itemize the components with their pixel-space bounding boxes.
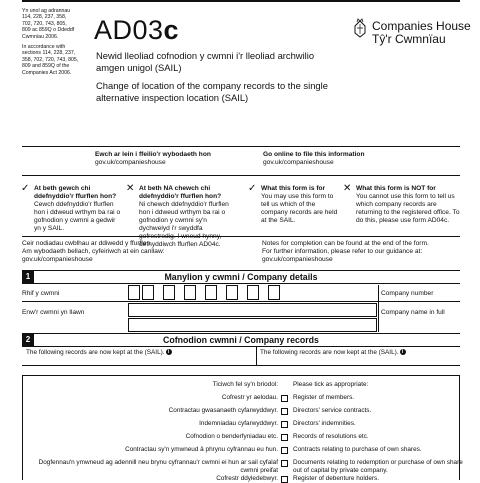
record-english: Register of debenture holders. — [293, 475, 379, 482]
online-welsh-heading: Ewch ar lein i ffeilio'r wybodaeth hon — [95, 151, 211, 158]
top-rule — [22, 0, 460, 2]
online-english — [263, 151, 364, 167]
company-number-digit[interactable] — [226, 285, 238, 300]
divider — [22, 301, 460, 302]
section-title: Cofnodion cwmni / Company records — [163, 335, 319, 345]
record-english: Directors' service contracts. — [293, 407, 372, 414]
record-welsh: Cofrestr ddyledebwyr. — [216, 475, 278, 482]
record-english: Records of resolutions etc. — [293, 433, 369, 440]
online-welsh — [95, 151, 211, 167]
divider — [22, 236, 460, 237]
column-heading: At beth gewch chi ddefnyddio'r ffurflen hon? — [34, 185, 117, 200]
cross-icon: ✕ — [126, 183, 135, 194]
record-checkbox[interactable] — [281, 408, 288, 415]
tick-icon: ✓ — [21, 183, 30, 194]
section-2-note-right — [260, 349, 406, 356]
record-checkbox[interactable] — [281, 395, 288, 402]
company-number-digit[interactable] — [205, 285, 217, 300]
column-divider — [378, 285, 379, 332]
section-2-note-left — [26, 349, 172, 356]
company-number-label-welsh: Rhif y cwmni — [22, 290, 60, 297]
legal-basis — [22, 8, 92, 76]
form-title-welsh: Newid lleoliad cofnodion y cwmni i'r lleoliad archwilio amgen unigol (SAIL) — [96, 50, 315, 73]
record-welsh: Dogfennau'n ymwneud ag adennill neu brynu cyfrannau'r cwmni ei hun ar sail cyfalaf cwmni preifat — [38, 459, 278, 474]
info-column-not-use-english — [343, 183, 460, 225]
divider — [22, 146, 460, 147]
royal-crest-icon — [352, 18, 368, 38]
record-checkbox[interactable] — [281, 421, 288, 428]
form-code-suffix: c — [163, 15, 180, 45]
record-welsh: Cofrestr yr aelodau. — [221, 394, 278, 401]
divider — [22, 270, 460, 271]
company-number-digit[interactable] — [268, 285, 280, 300]
section-2-notes — [22, 346, 460, 366]
record-english: Directors' indemnities. — [293, 420, 356, 427]
company-number-digit[interactable] — [128, 285, 140, 300]
company-name-label-english: Company name in full — [381, 309, 445, 316]
divider — [22, 333, 460, 334]
record-checkbox[interactable] — [281, 434, 288, 441]
cross-icon: ✕ — [343, 183, 352, 194]
legal-basis-welsh: Yn unol ag adrannau 114, 228, 237, 358, 702, 720, 743, 805, 809 ac 859Q o Ddeddf Cwmnïau 2006. — [22, 8, 75, 40]
info-column-use-english — [248, 183, 343, 225]
company-name-label-welsh: Enw'r cwmni yn llawn — [22, 309, 85, 316]
record-checkbox[interactable] — [281, 447, 288, 454]
info-icon: i — [166, 349, 172, 355]
section-2-note-left-text: The following records are now kept at the (SAIL). — [26, 349, 165, 356]
company-name-field-line-2[interactable] — [128, 318, 377, 332]
record-welsh: Cofnodion o benderfyniadau etc. — [185, 433, 278, 440]
section-1-header — [22, 271, 460, 284]
column-body: Ni chewch ddefnyddio'r ffurflen hon i ddweud wrthym ba rai o gofnodion y cwmni sy'n dychwelyd i'r swyddfa defnyddiwch ffurflen AD04c. — [139, 201, 229, 248]
record-checkbox[interactable] — [281, 460, 288, 467]
column-heading: What this form is for — [261, 185, 326, 192]
column-body: You may use this form to tell us which of the company records are held at the SAIL. — [261, 193, 338, 224]
record-welsh: Indemniadau cyfarwyddwyr. — [199, 420, 278, 427]
logo-text — [372, 20, 471, 46]
form-title-english: Change of location of the company records to the single alternative inspection location (SAIL) — [96, 80, 328, 103]
section-number: 2 — [22, 334, 34, 346]
company-number-digit[interactable] — [184, 285, 196, 300]
company-number-label-english: Company number — [381, 290, 434, 297]
column-heading: What this form is NOT for — [356, 185, 436, 192]
online-english-heading: Go online to file this information — [263, 151, 365, 158]
online-english-url[interactable]: gov.uk/companieshouse — [263, 159, 334, 166]
record-welsh: Ticiwch fel sy'n briodol: — [212, 381, 278, 388]
form-code — [94, 15, 179, 46]
section-title: Manylion y cwmni / Company details — [164, 272, 318, 282]
company-number-digit[interactable] — [163, 285, 175, 300]
legal-basis-english: In accordance with sections 114, 228, 237, 358, 702, 720, 743, 805, 809 and 859Q of the Companies Act 2006. — [22, 44, 79, 76]
column-body: You cannot use this form to tell us which company records are returning to the registered office. To do this, please use form AD04c. — [356, 193, 460, 224]
company-number-digit[interactable] — [247, 285, 259, 300]
info-icon: i — [400, 349, 406, 355]
records-checklist — [22, 375, 463, 482]
info-column-use-welsh — [21, 183, 124, 233]
company-name-field-line-1[interactable] — [128, 303, 377, 317]
tick-icon: ✓ — [248, 183, 257, 194]
record-welsh: Contractau gwasanaeth cyfarwyddwyr. — [168, 407, 278, 414]
record-english: Register of members. — [293, 394, 355, 401]
notes-welsh: Ceir nodiadau cwblhau ar ddiwedd y ffurflen. Am wybodaeth bellach, cyfeiriwch at ein canllaw: gov.uk/companieshouse — [22, 240, 165, 263]
section-number: 1 — [22, 271, 34, 283]
notes-english: Notes for completion can be found at the end of the form. For further information, please refer to our guidance at: gov.uk/companieshouse — [262, 240, 429, 263]
column-divider — [256, 347, 257, 366]
record-welsh: Contractau sy'n ymwneud â phrynu cyfrannau eu hun. — [125, 446, 278, 453]
section-2-note-right-text: The following records are now kept at the (SAIL). — [260, 349, 399, 356]
form-code-main: AD03 — [94, 15, 164, 45]
record-english: Documents relating to redemption or purchase of own share out of capital by private company. — [293, 459, 463, 474]
column-heading: At beth NA chewch chi ddefnyddio'r ffurflen hon? — [139, 185, 222, 200]
online-welsh-url[interactable]: gov.uk/companieshouse — [95, 159, 166, 166]
record-english: Contracts relating to purchase of own shares. — [293, 446, 422, 453]
record-english: Please tick as appropriate: — [293, 381, 369, 388]
divider — [22, 175, 460, 176]
column-body: Cewch ddefnyddio'r ffurflen hon i ddweud wrthym ba rai o gofnodion y cwmni a gedwir yn y SAIL. — [34, 201, 121, 232]
logo-line-welsh: Tŷ'r Cwmnïau — [372, 32, 446, 46]
logo-line-english: Companies House — [372, 19, 471, 33]
company-number-digit[interactable] — [142, 285, 154, 300]
